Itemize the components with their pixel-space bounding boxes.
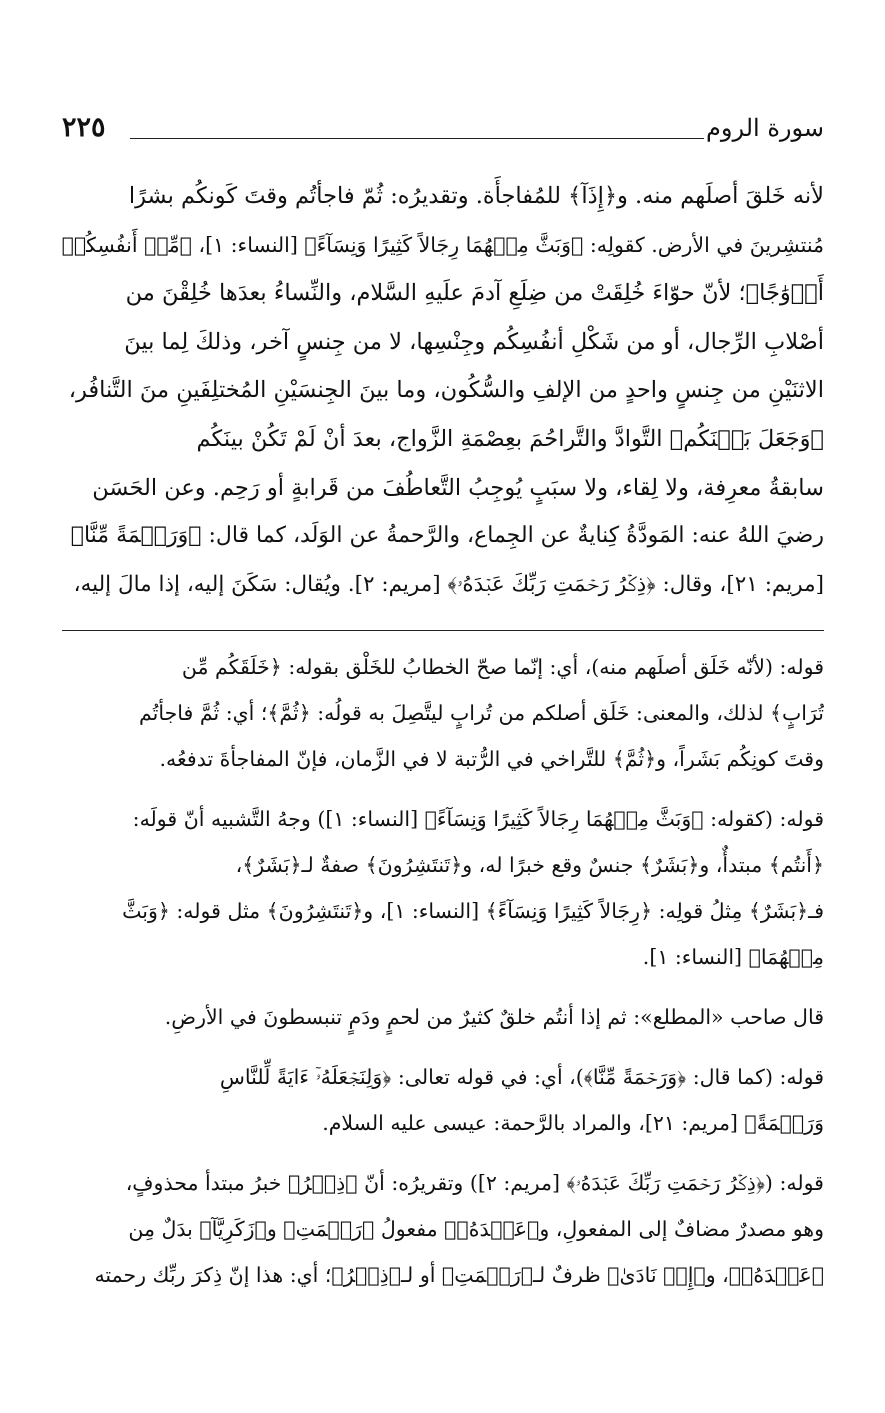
commentary-paragraph [62,1160,824,1298]
main-line: مُنتشِرينَ في الأرض. كقولِه: ﴿وَبَثَّ مِنۡهُمَا رِجَالاً كَثِيرًا وَنِسَآءً﴾ [النساء: ١]، ﴿مِّنۡ أَنفُسِكُمۡ [62,232,824,257]
commentary-line: مِنۡهُمَا﴾ [النساء: ١]. [642,945,824,969]
main-line: [مريم: ٢١]، وقال: ﴿ذِكۡرُ رَحۡمَتِ رَبِّكَ عَبۡدَهُۥ﴾ [مريم: ٢]. ويُقال: سَكَنَ إليه، إذا مالَ إليه، [73,571,824,597]
commentary-paragraph [62,994,824,1040]
surah-title: سورة الروم [706,114,824,142]
commentary-line: وَرَحۡمَةً﴾ [مريم: ٢١]، والمراد بالرَّحمة: عيسى عليه السلام. [322,1111,824,1135]
commentary-paragraph [62,1054,824,1146]
main-line: ﴿وَجَعَلَ بَيۡنَكُم﴾ التَّوادَّ والتَّراحُمَ بعِصْمَةِ الزَّواج، بعدَ أنْ لَمْ تَكُنْ بينَكُم [196,425,824,452]
commentary-line: قوله: (لأنّه خَلَق أصلَهم منه)، أي: إنّما صحّ الخطابُ للخَلْق بقوله: ﴿خَلَقَكُم مِّن [181,655,824,679]
main-line: أصْلابِ الرِّجال، أو من شَكْلِ أنفُسِكُم وجِنْسِها، لا من جِنسٍ آخر، وذلكَ لِما بينَ [124,328,824,355]
footnote-divider [62,630,824,631]
main-line: أَزۡوَٰجًا﴾؛ لأنّ حوّاءَ خُلِقَتْ من ضِلَعِ آدمَ علَيهِ السَّلام، والنِّساءُ بعدَها خُلِقْنَ من [125,280,824,307]
commentary-line: قوله: (كقوله: ﴿وَبَثَّ مِنۡهُمَا رِجَالاً كَثِيرًا وَنِسَآءً﴾ [النساء: ١]) وجهُ التَّشبيه أنّ قولَه: [132,807,824,831]
main-line: لأنه خَلقَ أصلَهم منه. و﴿إِذَآ﴾ للمُفاجأَة. وتقديرُه: ثُمّ فاجأتُم وقتَ كَونكُم بشرًا [128,183,824,209]
commentary-line: قوله: (﴿ذِكۡرُ رَحۡمَتِ رَبِّكَ عَبۡدَهُۥ﴾ [مريم: ٢]) وتقريرُه: أنّ ﴿ذِكۡرُ﴾ خبرُ مبتدأ محذوفٍ، [125,1171,824,1195]
commentary-line: تُرَابٍ﴾ لذلك، والمعنى: خَلَق أصلكم من تُرابٍ ليتَّصِلَ به قولُه: ﴿ثُمَّ﴾؛ أي: ثُمَّ فاجأتُم [139,701,824,725]
main-text [62,172,824,609]
main-line: رضيَ اللهُ عنه: المَودَّةُ كِنايةٌ عن الجِماع، والرَّحمةُ عن الوَلَد، كما قال: ﴿وَرَحۡمَةً مِّنَّا﴾ [70,523,824,549]
commentary-line: قال صاحب «المطلع»: ثم إذا أنتُم خلقٌ كثيرٌ من لحمٍ ودَمٍ تنبسطونَ في الأرضِ. [164,1005,824,1029]
main-line: الاثنَيْنِ من جِنسٍ واحدٍ من الإلفِ والسُّكُون، وما بينَ الجِنسَيْنِ المُختلِفَينِ منَ التَّنافُر، [68,377,824,404]
commentary-paragraph [62,644,824,782]
page-number: ٢٢٥ [62,112,106,143]
commentary-paragraph [62,796,824,980]
commentary-line: وقتَ كونِكُم بَشَراً، و﴿ثُمَّ﴾ للتَّراخي في الرُّتبة لا في الزَّمان، فإنّ المفاجأةَ تدفعُه. [159,747,824,771]
commentary-line: قوله: (كما قال: ﴿وَرَحۡمَةً مِّنَّا﴾)، أي: في قوله تعالى: ﴿وَلِنَجۡعَلَهُۥٓ ءَايَةً لِّلنَّاسِ [219,1065,824,1089]
commentary-line: فـ﴿بَشَرٌ﴾ مِثلُ قولِه: ﴿رِجَالاً كَثِيرًا وَنِسَآءً﴾ [النساء: ١]، و﴿تَنتَشِرُونَ﴾ مثل قوله: ﴿وَبَثَّ [122,899,824,923]
page-header [62,112,824,162]
header-rule [130,138,704,139]
commentary-line: ﴿أَنتُم﴾ مبتدأٌ، و﴿بَشَرٌ﴾ جنسٌ وقع خبرًا له، و﴿تَنتَشِرُونَ﴾ صفةٌ لـ﴿بَشَرٌ﴾، [235,853,824,877]
commentary-line: ﴿عَبۡدَهُۥ﴾، و﴿إِذۡ نَادَىٰ﴾ ظرفٌ لـ﴿رَحۡمَتِ﴾ أو لـ﴿ذِكۡرُ﴾؛ أي: هذا إنّ ذِكرَ ربِّك رحمته [94,1263,824,1287]
commentary-line: وهو مصدرٌ مضافٌ إلى المفعولِ، و﴿عَبۡدَهُۥ﴾ مفعولُ ﴿رَحۡمَتِ﴾ و﴿زَكَرِيَّآ﴾ بدَلٌ مِن [128,1217,824,1241]
commentary-section [62,644,824,1312]
main-line: سابقةُ معرِفة، ولا لِقاء، ولا سبَبٍ يُوجِبُ التَّعاطُفَ من قَرابةٍ أو رَحِم. وعن الحَسَن [92,474,824,501]
